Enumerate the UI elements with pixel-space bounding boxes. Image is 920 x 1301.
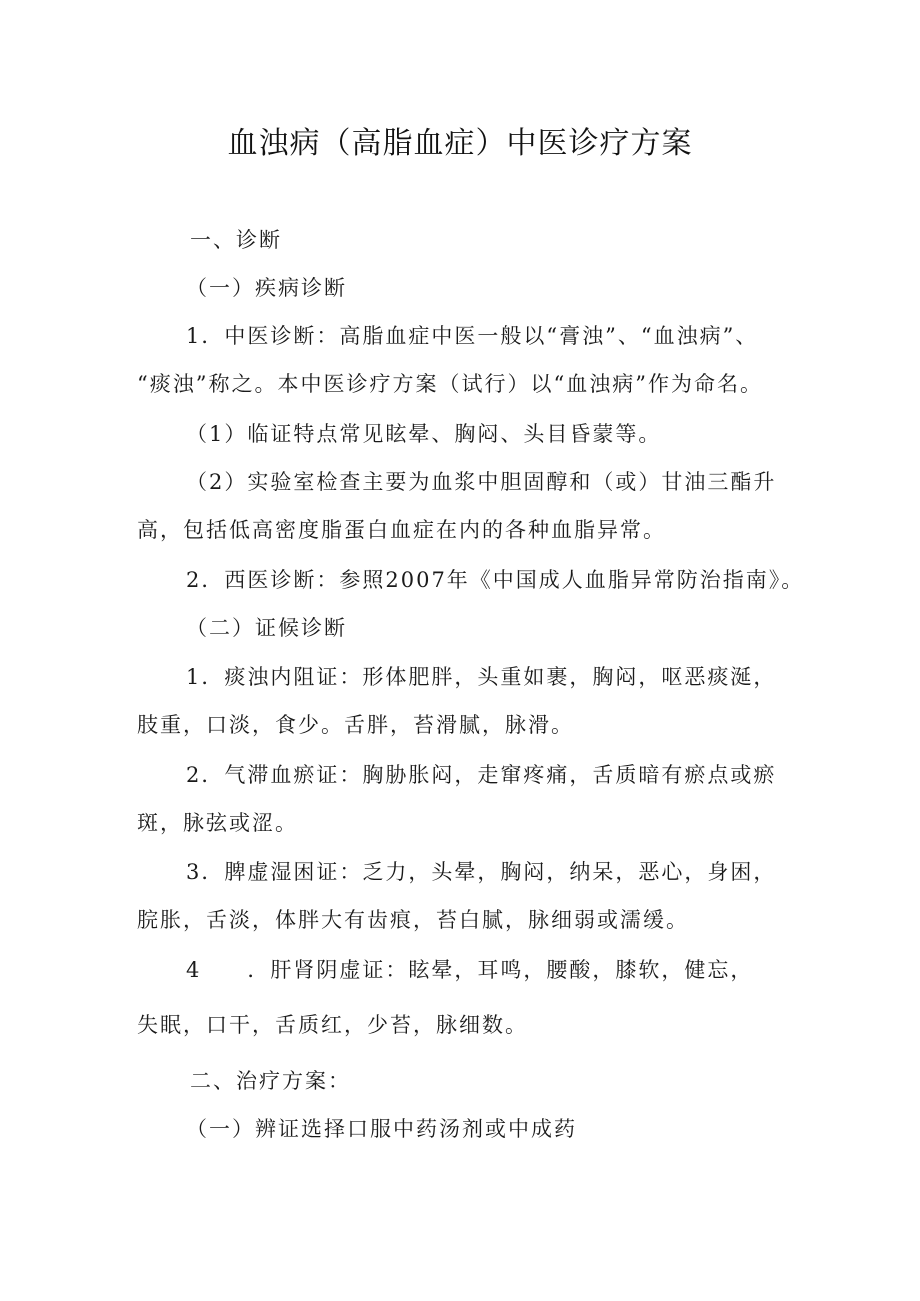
paragraph-line: “痰浊”称之。本中医诊疗方案（试行）以“血浊病”作为命名。 xyxy=(137,372,763,396)
paragraph-line: 肢重，口淡，食少。舌胖，苔滑腻，脉滑。 xyxy=(137,713,574,737)
paragraph-line: （2）实验室检查主要为血浆中胆固醇和（或）甘油三酯升 xyxy=(186,470,777,494)
section-heading-treatment: 二、治疗方案： xyxy=(190,1069,351,1093)
paragraph-line: （1）临证特点常见眩晕、胸闷、头目昏蒙等。 xyxy=(186,422,662,446)
document-title: 血浊病（高脂血症）中医诊疗方案 xyxy=(227,126,693,161)
paragraph-line: 1．痰浊内阻证：形体肥胖，头重如裹，胸闷，呕恶痰涎， xyxy=(186,665,777,689)
subsection-heading-disease-diagnosis: （一）疾病诊断 xyxy=(186,276,347,300)
section-heading-diagnosis: 一、诊断 xyxy=(190,228,282,252)
paragraph-line: 1．中医诊断：高脂血症中医一般以“膏浊”、“血浊病”、 xyxy=(186,324,759,348)
subsection-heading-medication: （一）辨证选择口服中药汤剂或中成药 xyxy=(186,1117,577,1141)
paragraph-line: 2．气滞血瘀证：胸胁胀闷，走窜疼痛，舌质暗有瘀点或瘀 xyxy=(186,763,777,787)
subsection-heading-syndrome-diagnosis: （二）证候诊断 xyxy=(186,616,347,640)
paragraph-line: 高，包括低高密度脂蛋白血症在内的各种血脂异常。 xyxy=(137,518,666,542)
paragraph-line: 斑，脉弦或涩。 xyxy=(137,811,298,835)
paragraph-line: 3．脾虚湿困证：乏力，头晕，胸闷，纳呆，恶心，身困， xyxy=(186,860,777,884)
paragraph-line: 2．西医诊断：参照2007年《中国成人血脂异常防治指南》。 xyxy=(186,568,805,592)
paragraph-line: 失眠，口干，舌质红，少苔，脉细数。 xyxy=(137,1013,528,1037)
paragraph-line: 4 ．肝肾阴虚证：眩晕，耳鸣，腰酸，膝软，健忘， xyxy=(186,958,754,982)
paragraph-line: 脘胀，舌淡，体胖大有齿痕，苔白腻，脉细弱或濡缓。 xyxy=(137,908,689,932)
